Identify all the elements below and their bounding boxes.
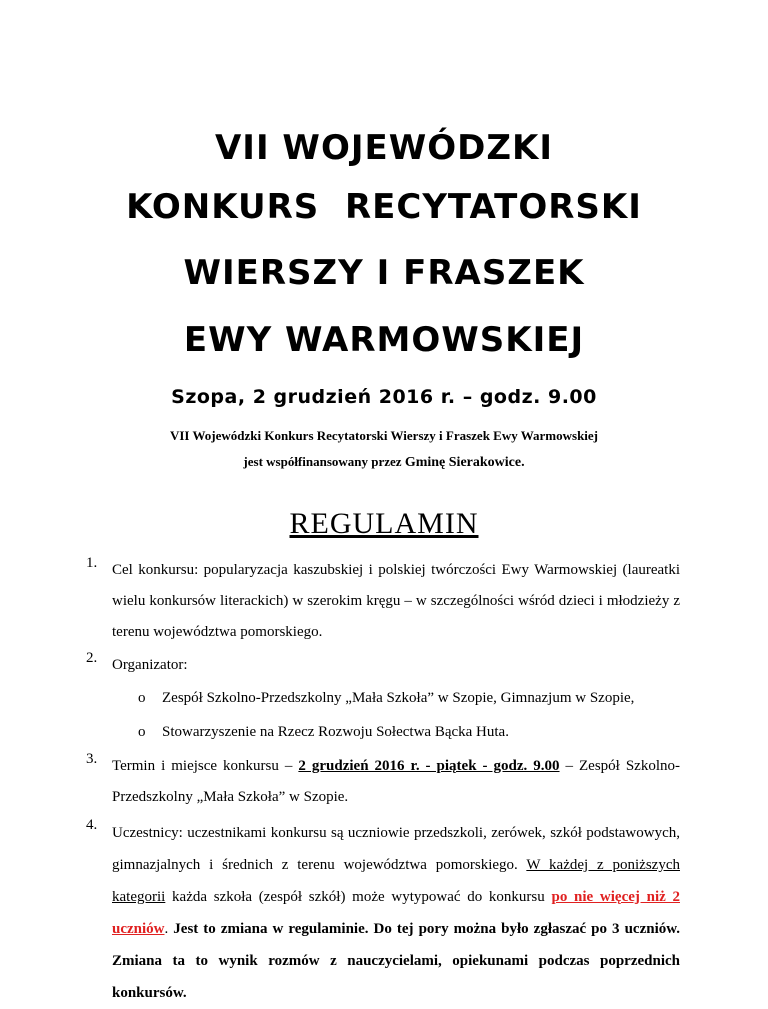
rule-item-4: [86, 817, 681, 1009]
rules-list: [86, 555, 681, 1009]
student-limit: po nie więcej niż 2 uczniów: [112, 889, 680, 937]
organizer-text: Stowarzyszenie na Rzecz Rozwoju Sołectwa Bącka Huta.: [162, 724, 509, 740]
rule-item-3: [86, 751, 680, 813]
bullet-icon: o: [138, 724, 146, 740]
cofinancing-line-2: [0, 454, 768, 471]
rule-text: Organizator:: [112, 657, 188, 673]
rule-text: [112, 817, 680, 1009]
regulamin-heading: REGULAMIN: [289, 507, 479, 540]
contest-date: 2 grudzień 2016 r. - piątek - godz. 9.00: [298, 758, 560, 774]
rule-number: 3.: [86, 751, 98, 767]
title-line-3: WIERSZY I FRASZEK: [183, 253, 585, 293]
organizer-list: [112, 681, 680, 749]
cofinancing-gmina: Gminę Sierakowice.: [404, 455, 525, 470]
rule-text-part: każda szkoła (zespół szkół) może wytypować do konkursu: [165, 889, 552, 905]
rule-number: 1.: [86, 555, 98, 571]
organizer-text: Zespół Szkolno-Przedszkolny „Mała Szkoła” w Szopie, Gimnazjum w Szopie,: [162, 690, 635, 706]
rule-number: 4.: [86, 817, 98, 833]
title-line-4: EWY WARMOWSKIEJ: [183, 320, 585, 360]
bullet-icon: o: [138, 690, 146, 706]
rule-text-part: Termin i miejsce konkursu –: [112, 758, 299, 774]
rule-text-part: .: [164, 921, 174, 937]
rule-item-1: [86, 555, 680, 648]
rule-number: 2.: [86, 650, 98, 666]
organizer-item-2: [112, 715, 680, 749]
cofinancing-prefix: jest współfinansowany przez: [243, 454, 405, 469]
rule-text-part: Uczestnicy: uczestnikami konkursu są uczniowie przedszkoli, zerówek, szkół podstawowych, gimnazjalnych i średnich z terenu województwa pomorskiego.: [112, 825, 680, 873]
rule-item-2: [86, 650, 680, 749]
category-note: W każdej z poniższych kategorii: [112, 857, 680, 905]
rule-text: Cel konkursu: popularyzacja kaszubskiej i polskiej twórczości Ewy Warmowskiej (laureatki wielu konkursów literackich) w szerokim kręgu – w szczególności wśród dzieci i młodzieży z terenu województwa pomorskiego.: [112, 562, 680, 640]
organizer-item-1: [112, 681, 680, 715]
title-line-2: KONKURS RECYTATORSKI: [126, 187, 642, 227]
rule-text: [112, 751, 680, 813]
rule-change-note: Jest to zmiana w regulaminie. Do tej pory można było zgłaszać po 3 uczniów. Zmiana ta to wynik rozmów z nauczycielami, opiekunami podczas poprzednich konkursów.: [112, 921, 681, 1001]
rule-text-part: – Zespół Szkolno-Przedszkolny „Mała Szkoła” w Szopie.: [112, 758, 680, 805]
event-date-subtitle: Szopa, 2 grudzień 2016 r. – godz. 9.00: [171, 386, 597, 408]
title-line-1: VII WOJEWÓDZKI: [214, 128, 553, 168]
cofinancing-line-1: VII Wojewódzki Konkurs Recytatorski Wierszy i Fraszek Ewy Warmowskiej: [169, 428, 599, 443]
